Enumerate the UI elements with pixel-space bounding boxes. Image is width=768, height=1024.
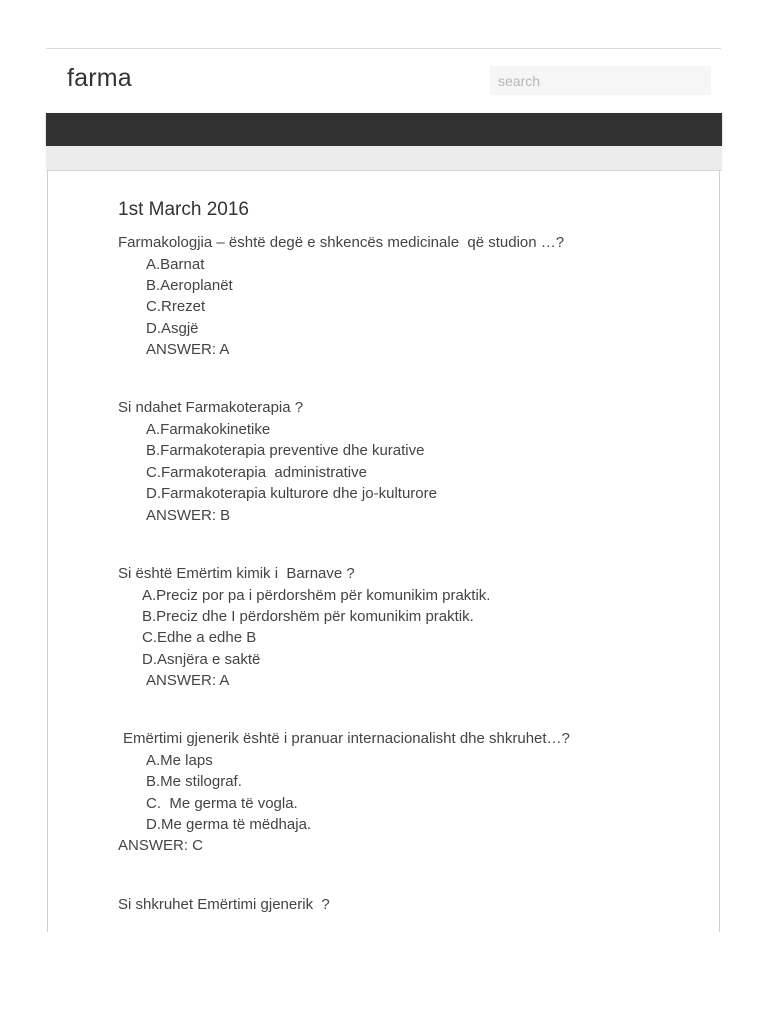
question-2: Si ndahet Farmakoterapia ? bbox=[118, 399, 304, 416]
question-4: Emërtimi gjenerik është i pranuar internacionalisht dhe shkruhet…? bbox=[123, 730, 570, 747]
navigation-bar bbox=[46, 113, 722, 146]
q3-option-d: D.Asnjëra e saktë bbox=[142, 651, 261, 668]
q4-option-b: B.Me stilograf. bbox=[146, 773, 242, 790]
q2-option-b: B.Farmakoterapia preventive dhe kurative bbox=[146, 442, 425, 459]
question-1: Farmakologjia – është degë e shkencës medicinale që studion …? bbox=[118, 234, 565, 251]
site-title[interactable]: farma bbox=[67, 64, 132, 92]
header-divider bbox=[46, 48, 721, 49]
question-3: Si është Emërtim kimik i Barnave ? bbox=[118, 565, 355, 582]
q1-option-b: B.Aeroplanët bbox=[146, 277, 233, 294]
q2-answer: ANSWER: B bbox=[146, 507, 231, 524]
q3-option-c: C.Edhe a edhe B bbox=[142, 629, 257, 646]
q3-option-b: B.Preciz dhe I përdorshëm për komunikim praktik. bbox=[142, 608, 474, 625]
q1-answer: ANSWER: A bbox=[146, 341, 230, 358]
q4-option-c: C. Me germa të vogla. bbox=[146, 795, 298, 812]
search-input[interactable] bbox=[490, 66, 711, 95]
tab-strip bbox=[46, 146, 722, 171]
q1-option-c: C.Rrezet bbox=[146, 298, 206, 315]
q2-option-d: D.Farmakoterapia kulturore dhe jo-kulturore bbox=[146, 485, 437, 502]
q4-option-d: D.Me germa të mëdhaja. bbox=[146, 816, 312, 833]
q3-option-a: A.Preciz por pa i përdorshëm për komunikim praktik. bbox=[142, 587, 491, 604]
page-bottom-margin bbox=[0, 932, 768, 1024]
q1-option-a: A.Barnat bbox=[146, 256, 205, 273]
q3-answer: ANSWER: A bbox=[146, 672, 230, 689]
q2-option-c: C.Farmakoterapia administrative bbox=[146, 464, 367, 481]
question-5: Si shkruhet Emërtimi gjenerik ? bbox=[118, 896, 330, 913]
post-date: 1st March 2016 bbox=[118, 199, 249, 220]
q4-answer: ANSWER: C bbox=[118, 837, 204, 854]
q1-option-d: D.Asgjë bbox=[146, 320, 199, 337]
q4-option-a: A.Me laps bbox=[146, 752, 213, 769]
q2-option-a: A.Farmakokinetike bbox=[146, 421, 271, 438]
